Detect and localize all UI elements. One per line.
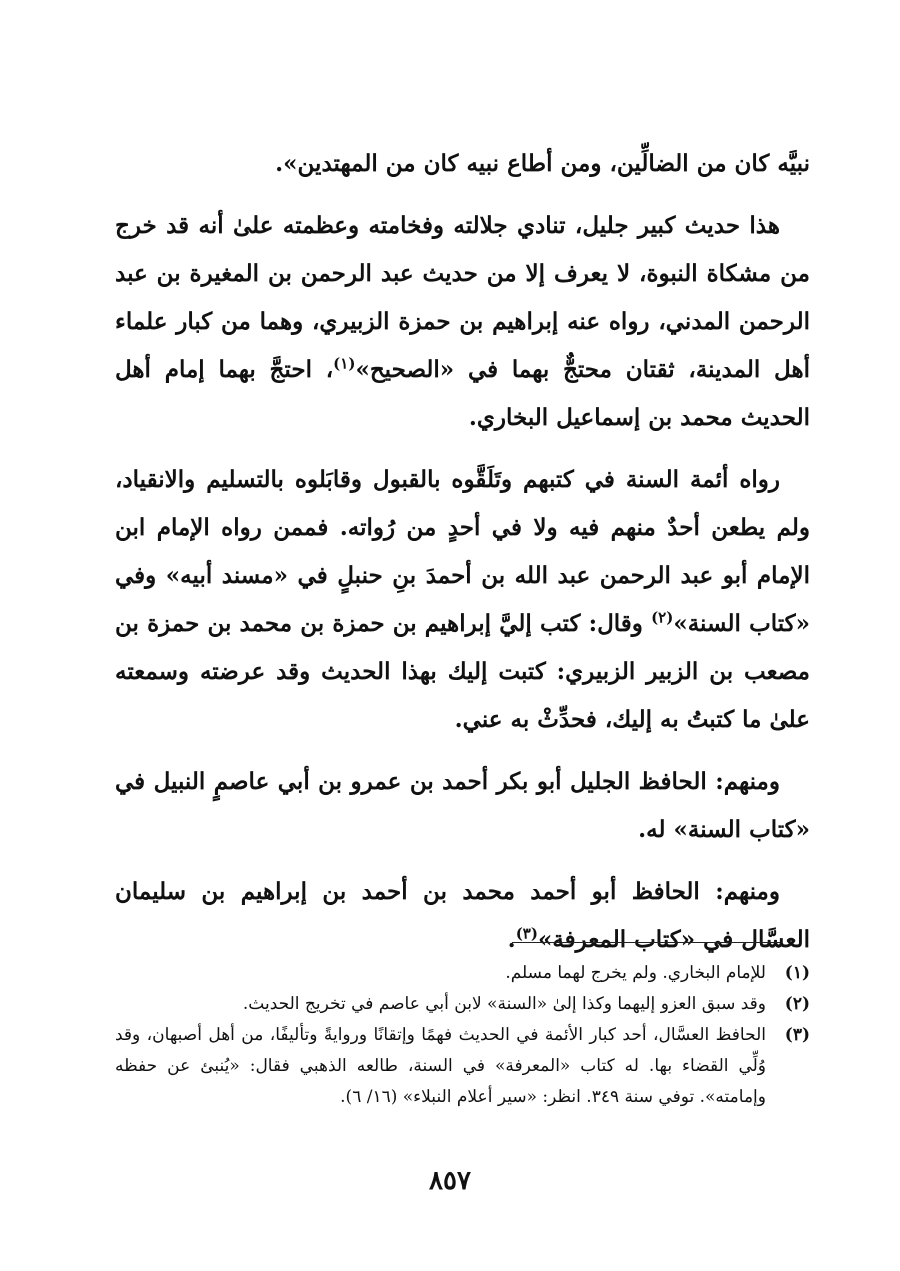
footnote-number: (٣) [784, 1025, 810, 1045]
footnote-number: (١) [784, 963, 810, 983]
paragraph-3 [115, 456, 810, 744]
footnote-text: للإمام البخاري. ولم يخرج لهما مسلم. [505, 963, 766, 983]
paragraph-2 [115, 202, 810, 442]
paragraph-2-text-a: هذا حديث كبير جليل، تنادي جلالته وفخامته وعظمته علىٰ أنه قد خرج من مشكاة النبوة، لا يعرف إلا من حديث عبد الرحمن بن المغيرة بن عبد الرحمن المدني، رواه عنه إبراهيم بن حمزة الزبيري، وهما من كبار علماء أهل المدينة، ثقتان محتجٌّ بهما في «الصحيح» [115, 212, 810, 383]
paragraph-3-text-b: وقال: كتب إليَّ إبراهيم بن حمزة بن محمد بن حمزة بن مصعب بن الزبير الزبيري: كتبت إليك بهذا الحديث وقد عرضته وسمعته علىٰ ما كتبتُ به إليك، فحدِّثْ به عني. [115, 610, 810, 733]
paragraph-5-text-a: ومنهم: الحافظ أبو أحمد محمد بن أحمد بن إبراهيم بن سليمان العسَّال في «كتاب المعرفة» [115, 878, 810, 953]
footnotes [115, 958, 810, 1113]
footnote-divider [512, 942, 780, 943]
paragraph-1: نبيَّه كان من الضالِّين، ومن أطاع نبيه كان من المهتدين». [275, 150, 810, 177]
footnote-ref-1[interactable]: (١) [333, 354, 356, 373]
footnote-text: الحافظ العسَّال، أحد كبار الأئمة في الحديث فهمًا وإتقانًا وروايةً وتأليفًا، من أهل أصبهان، وقد وُلِّي القضاء بها. له كتاب «المعرفة» في السنة، طالعه الذهبي فقال: «يُنبئ عن حفظه وإمامته». توفي سنة ٣٤٩. انظر: «سير أعلام النبلاء» (١٦/ ٦). [115, 1025, 766, 1107]
footnote-number: (٢) [784, 994, 810, 1014]
footnote-2 [115, 989, 810, 1020]
footnote-ref-2[interactable]: (٢) [651, 608, 674, 627]
footnote-ref-3[interactable]: (٣) [515, 924, 538, 943]
paragraph-4: ومنهم: الحافظ الجليل أبو بكر أحمد بن عمرو بن أبي عاصمٍ النبيل في «كتاب السنة» له. [115, 768, 810, 843]
page-number: ٨٥٧ [429, 1166, 471, 1196]
paragraph-5-text-b: . [507, 926, 516, 953]
paragraph-3-text-a: رواه أئمة السنة في كتبهم وتَلَقَّوه بالقبول وقابَلوه بالتسليم والانقياد، ولم يطعن أحدٌ منهم فيه ولا في أحدٍ من رُواته. فممن رواه الإمام ابن الإمام أبو عبد الرحمن عبد الله بن أحمدَ بنِ حنبلٍ في «مسند أبيه» وفي «كتاب السنة» [115, 466, 810, 637]
footnote-1 [115, 958, 810, 989]
footnote-text: وقد سبق العزو إليهما وكذا إلىٰ «السنة» لابن أبي عاصم في تخريج الحديث. [242, 994, 766, 1014]
paragraph-2-text-b: ، احتجَّ بهما إمام أهل الحديث محمد بن إسماعيل البخاري. [115, 356, 810, 431]
paragraph-5 [115, 868, 810, 964]
main-text [115, 140, 810, 978]
footnote-3 [115, 1020, 810, 1113]
